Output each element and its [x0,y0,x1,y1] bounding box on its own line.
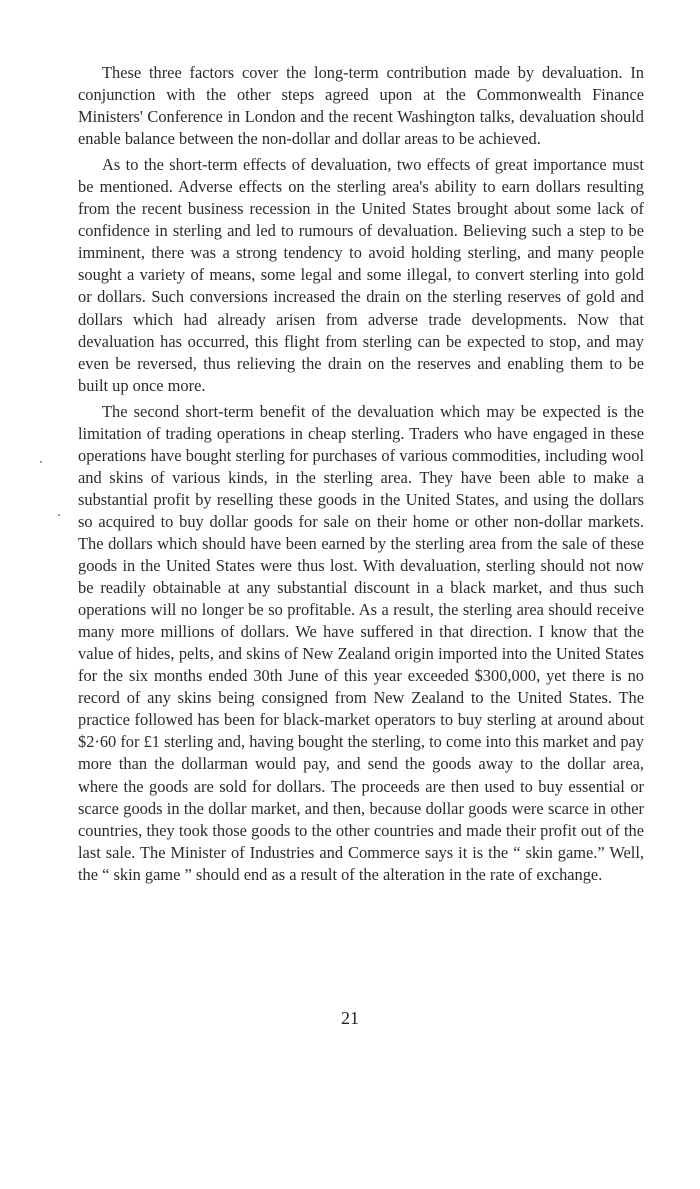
margin-speck [58,514,60,516]
page-number: 21 [341,1008,359,1028]
paragraph-second-benefit: The second short-term benefit of the devaluation which may be expected is the limitation of trading operations in cheap sterling. Traders who have engaged in these operations have bought sterling for purchases of various commodities, including wool and skins of various kinds, in the sterling area. They have been able to make a substantial profit by reselling these goods in the United States, and using the dollars so acquired to buy dollar goods for sale on their home or other non-dollar markets. The dollars which should have been earned by the sterling area from the sale of these goods in the United States were thus lost. With devaluation, sterling should not now be readily obtainable at any substantial discount in a black market, and thus such operations will no longer be so profitable. As a result, the sterling area should receive many more millions of dollars. We have suffered in that direction. I know that the value of hides, pelts, and skins of New Zealand origin imported into the United States for the six months ended 30th June of this year exceeded $300,000, yet there is no record of any skins being consigned from New Zealand to the United States. The practice followed has been for black-market operators to buy sterling at around about $2·60 for £1 sterling and, having bought the sterling, to come into this market and pay more than the dollarman would pay, and send the goods away to the dollar area, where the goods are sold for dollars. The proceeds are then used to buy essential or scarce goods in the dollar market, and then, because dollar goods were scarce in other countries, they took those goods to the other countries and made their profit out of the last sale. The Minister of Industries and Commerce says it is the “ skin game.” Well, the “ skin game ” should end as a result of the alteration in the rate of exchange. [78,401,644,884]
paragraph-long-term-contribution: These three factors cover the long-term contribution made by devaluation. In conjunction with the other steps agreed upon at the Commonwealth Finance Ministers' Conference in London and the recent Washington talks, devaluation should enable balance between the non-dollar and dollar areas to be achieved. [78,63,644,149]
margin-speck [40,461,42,463]
paragraph-short-term-effects: As to the short-term effects of devaluation, two effects of great importance must be mentioned. Adverse effects on the sterling area's ability to earn dollars resulting from the recent business recession in the United States brought about some lack of confidence in sterling and led to rumours of devaluation. Believing such a step to be imminent, there was a strong tendency to avoid holding sterling, and many people sought a variety of means, some legal and some illegal, to convert sterling into gold or dollars. Such conversions increased the drain on the sterling reserves of gold and dollars which had already arisen from adverse trade developments. Now that devaluation has occurred, this flight from sterling can be expected to stop, and may even be reversed, thus relieving the drain on the reserves and enabling them to be built up once more. [78,155,644,395]
document-body [78,62,644,886]
